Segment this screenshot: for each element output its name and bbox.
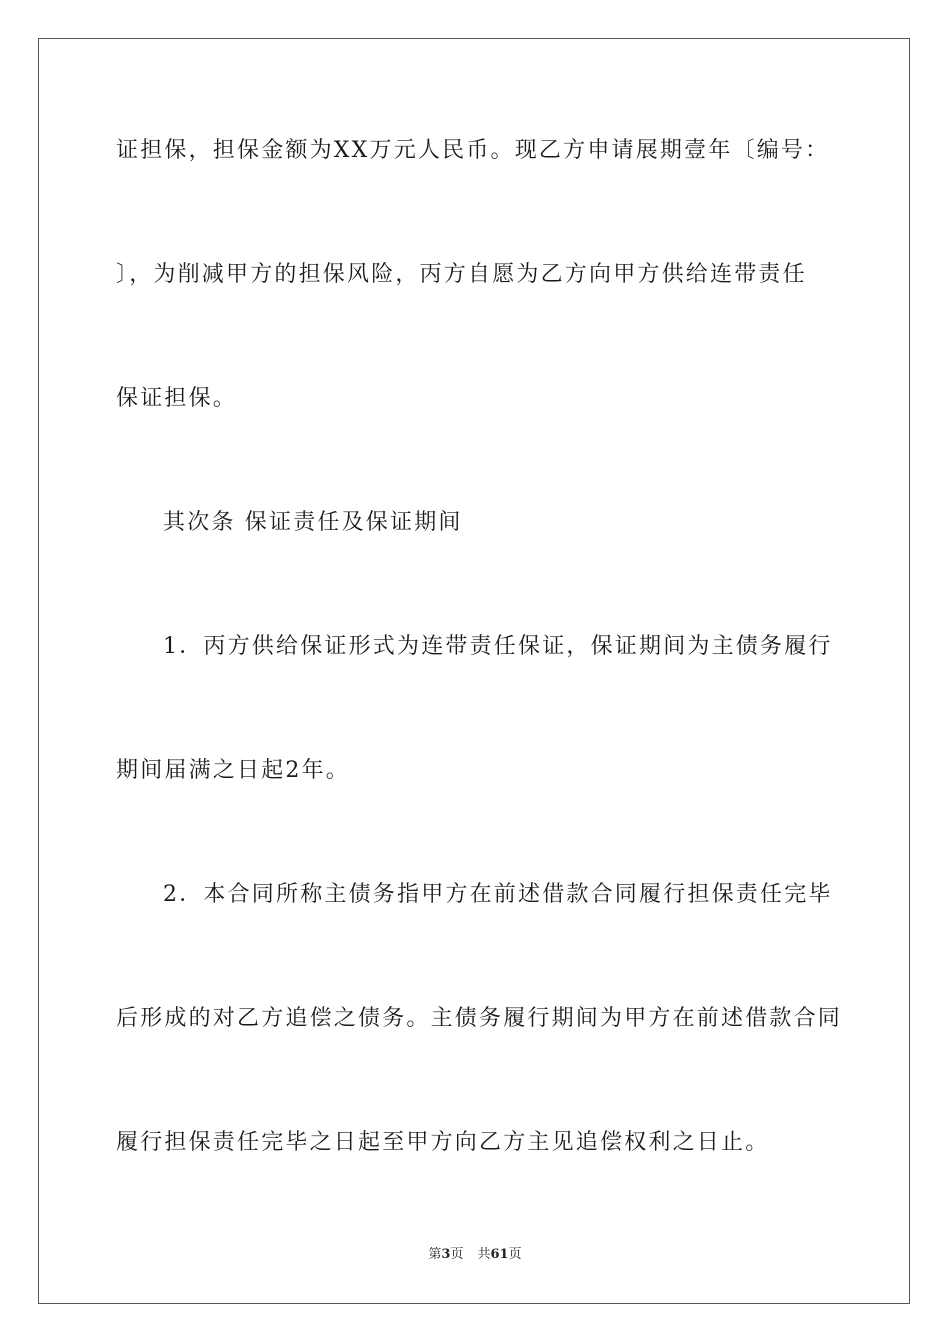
page-prefix: 第 <box>428 1247 442 1262</box>
clause-1-line-2: 期间届满之日起2年。 <box>116 758 350 783</box>
body-line-3: 保证担保。 <box>116 386 238 411</box>
clause-2-line-2: 后形成的对乙方追偿之债务。主债务履行期间为甲方在前述借款合同 <box>116 1006 843 1031</box>
section-heading: 其次条 保证责任及保证期间 <box>163 510 463 535</box>
page-border <box>38 38 910 1304</box>
clause-2-line-3: 履行担保责任完毕之日起至甲方向乙方主见追偿权利之日止。 <box>116 1130 770 1155</box>
page-number: 3 <box>441 1247 451 1262</box>
total-suffix: 页 <box>508 1247 522 1262</box>
clause-2-line-1: 2．本合同所称主债务指甲方在前述借款合同履行担保责任完毕 <box>163 882 833 907</box>
body-line-2: 〕，为削减甲方的担保风险，丙方自愿为乙方向甲方供给连带责任 <box>116 262 807 287</box>
total-pages: 61 <box>490 1247 509 1262</box>
page-footer <box>0 1246 950 1264</box>
body-line-1: 证担保，担保金额为XX万元人民币。现乙方申请展期壹年〔编号： <box>116 138 830 163</box>
page-suffix: 页 <box>450 1247 464 1262</box>
total-prefix: 共 <box>477 1247 491 1262</box>
clause-1-line-1: 1．丙方供给保证形式为连带责任保证，保证期间为主债务履行 <box>163 634 833 659</box>
